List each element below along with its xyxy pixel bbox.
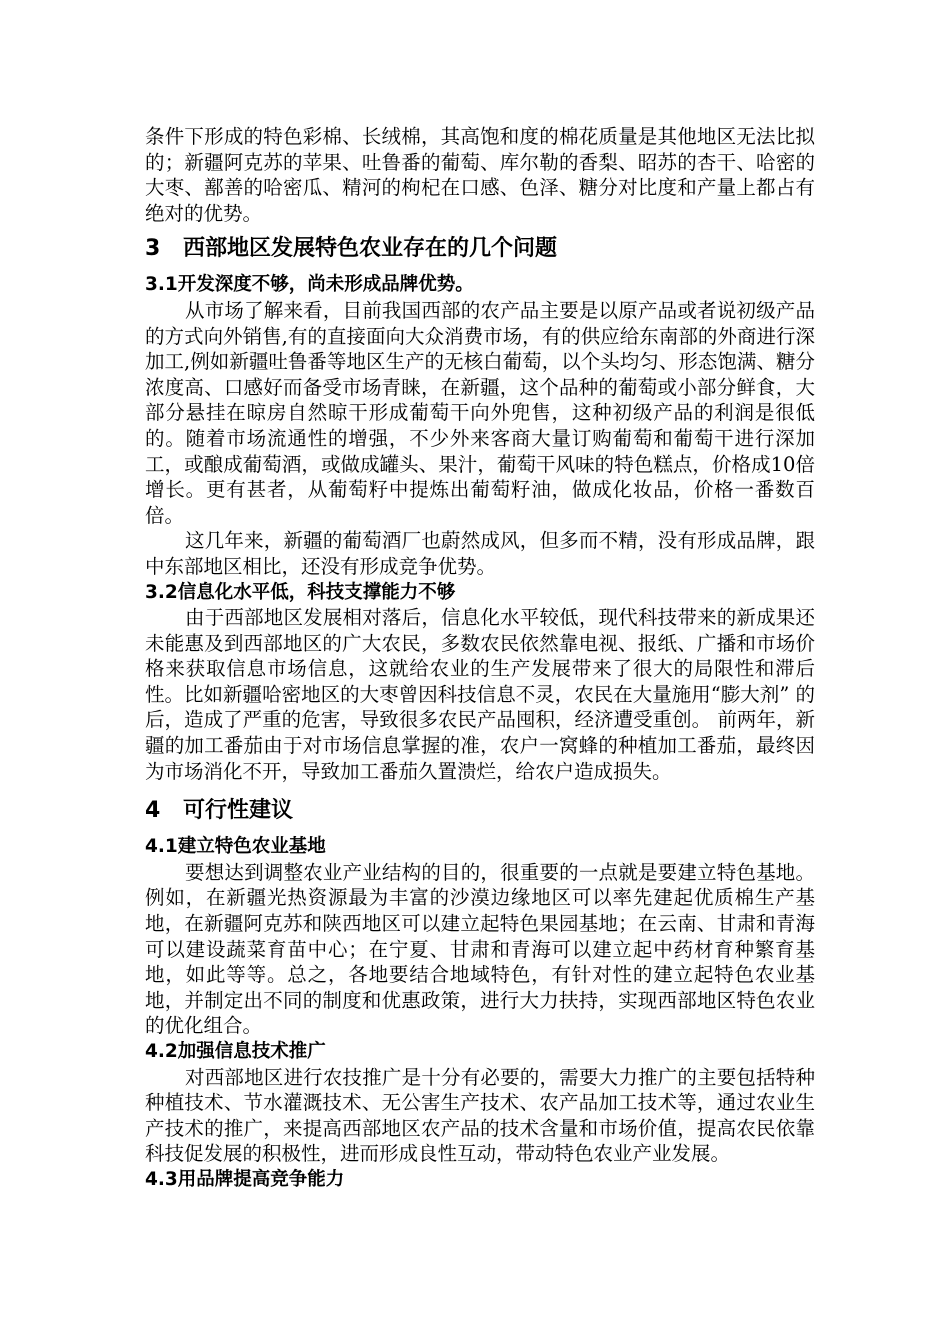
paragraph-4-2: 对西部地区进行农技推广是十分有必要的，需要大力推广的主要包括特种种植技术、节水灌溉技术、无公害生产技术、农产品加工技术等，通过农业生产技术的推广，来提高西部地区农产品的技术含量和市场价值，提高农民依靠科技促发展的积极性，进而形成良性互动，带动特色农业产业发展。 bbox=[145, 1065, 815, 1166]
section-3-title: 西部地区发展特色农业存在的几个问题 bbox=[183, 236, 558, 262]
subsection-4-1-heading: 4.1建立特色农业基地 bbox=[145, 836, 326, 858]
subsection-3-1-heading: 3.1开发深度不够，尚未形成品牌优势。 bbox=[145, 274, 474, 296]
paragraph-3-1-a: 从市场了解来看，目前我国西部的农产品主要是以原产品或者说初级产品的方式向外销售,有的直接面向大众消费市场，有的供应给东南部的外商进行深加工,例如新疆吐鲁番等地区生产的无核白葡萄，以个头均匀、形态饱满、糖分浓度高、口感好而备受市场青睐，在新疆，这个品种的葡萄或小部分鲜食，大部分悬挂在晾房自然晾干形成葡萄干向外兜售，这种初级产品的利润是很低的。随着市场流通性的增强，不少外来客商大量订购葡萄和葡萄干进行深加工，或酿成葡萄酒，或做成罐头、果汁，葡萄干风味的特色糕点，价格成10倍增长。更有甚者，从葡萄籽中提炼出葡萄籽油，做成化妆品，价格一番数百倍。 bbox=[145, 298, 815, 527]
section-4-number: 4 bbox=[145, 798, 161, 824]
subsection-4-3-heading: 4.3用品牌提高竞争能力 bbox=[145, 1168, 345, 1190]
section-4-heading bbox=[145, 796, 815, 826]
paragraph-3-1-b: 这几年来，新疆的葡萄酒厂也蔚然成风，但多而不精，没有形成品牌，跟中东部地区相比，还没有形成竞争优势。 bbox=[145, 529, 815, 578]
paragraph-3-2: 由于西部地区发展相对落后，信息化水平较低，现代科技带来的新成果还未能惠及到西部地区的广大农民，多数农民依然靠电视、报纸、广播和市场价格来获取信息市场信息，这就给农业的生产发展带来了很大的局限性和滞后性。比如新疆哈密地区的大枣曾因科技信息不灵，农民在大量施用“膨大剂” 的后，造成了严重的危害，导致很多农民产品囤积，经济遭受重创。 前两年，新疆的加工番茄由于对市场信息掌握的准，农户一窝蜂的种植加工番茄，最终因为市场消化不开，导致加工番茄久置溃烂，给农户造成损失。 bbox=[145, 606, 815, 783]
section-3-number: 3 bbox=[145, 236, 161, 262]
subsection-3-2-heading: 3.2信息化水平低，科技支撑能力不够 bbox=[145, 581, 456, 603]
section-3-heading bbox=[145, 234, 815, 264]
paragraph-4-1: 要想达到调整农业产业结构的目的，很重要的一点就是要建立特色基地。例如，在新疆光热资源最为丰富的沙漠边缘地区可以率先建起优质棉生产基地，在新疆阿克苏和陕西地区可以建立起特色果园基地；在云南、甘肃和青海可以建设蔬菜育苗中心；在宁夏、甘肃和青海可以建立起中药材育种繁育基地，如此等等。总之，各地要结合地域特色，有针对性的建立起特色农业基地，并制定出不同的制度和优惠政策，进行大力扶持，实现西部地区特色农业的优化组合。 bbox=[145, 860, 815, 1038]
section-4-title: 可行性建议 bbox=[183, 798, 294, 824]
document-page bbox=[145, 124, 815, 1193]
subsection-4-2-heading: 4.2加强信息技术推广 bbox=[145, 1041, 326, 1062]
paragraph-continued: 条件下形成的特色彩棉、长绒棉，其高饱和度的棉花质量是其他地区无法比拟的；新疆阿克苏的苹果、吐鲁番的葡萄、库尔勒的香梨、昭苏的杏干、哈密的大枣、鄯善的哈密瓜、精河的枸杞在口感、色泽、糖分对比度和产量上都占有绝对的优势。 bbox=[145, 125, 815, 225]
